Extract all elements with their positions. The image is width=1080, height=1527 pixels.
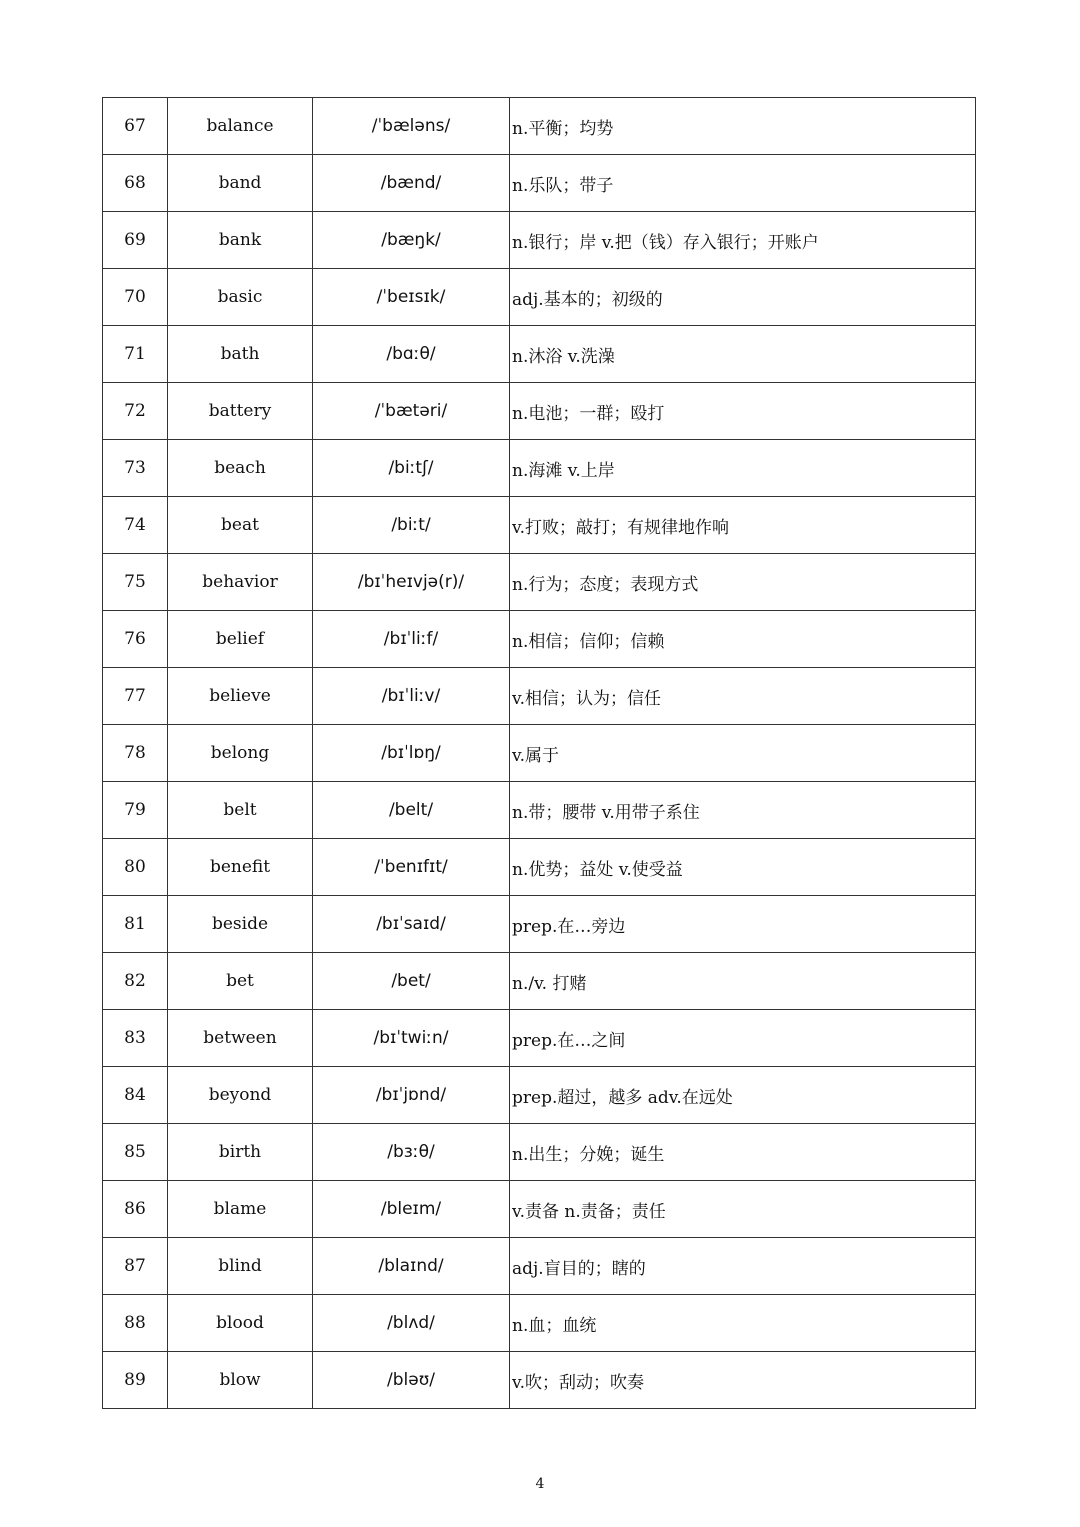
row-number: 82 [103, 953, 168, 1010]
row-number: 74 [103, 497, 168, 554]
phonetic-transcription: /bet/ [313, 953, 510, 1010]
word-definition: v.责备 n.责备；责任 [510, 1181, 976, 1238]
word-definition: v.打败；敲打；有规律地作响 [510, 497, 976, 554]
row-number: 73 [103, 440, 168, 497]
table-row [103, 1181, 976, 1238]
vocab-word: birth [168, 1124, 313, 1181]
phonetic-transcription: /ˈbæləns/ [313, 98, 510, 155]
vocab-word: bet [168, 953, 313, 1010]
phonetic-transcription: /biːt/ [313, 497, 510, 554]
row-number: 79 [103, 782, 168, 839]
word-definition: n.血；血统 [510, 1295, 976, 1352]
word-definition: prep.在…之间 [510, 1010, 976, 1067]
vocab-word: blow [168, 1352, 313, 1409]
table-row [103, 1352, 976, 1409]
word-definition: prep.超过，越多 adv.在远处 [510, 1067, 976, 1124]
phonetic-transcription: /ˈbætəri/ [313, 383, 510, 440]
word-definition: adj.盲目的；瞎的 [510, 1238, 976, 1295]
vocab-word: bath [168, 326, 313, 383]
word-definition: n.乐队；带子 [510, 155, 976, 212]
table-row [103, 554, 976, 611]
table-row [103, 668, 976, 725]
phonetic-transcription: /blaɪnd/ [313, 1238, 510, 1295]
row-number: 69 [103, 212, 168, 269]
phonetic-transcription: /ˈbeɪsɪk/ [313, 269, 510, 326]
vocab-word: beside [168, 896, 313, 953]
phonetic-transcription: /bɪˈheɪvjə(r)/ [313, 554, 510, 611]
phonetic-transcription: /belt/ [313, 782, 510, 839]
table-row [103, 383, 976, 440]
phonetic-transcription: /bleɪm/ [313, 1181, 510, 1238]
row-number: 84 [103, 1067, 168, 1124]
word-definition: n.沐浴 v.洗澡 [510, 326, 976, 383]
phonetic-transcription: /bɪˈliːv/ [313, 668, 510, 725]
phonetic-transcription: /bænd/ [313, 155, 510, 212]
word-definition: n.出生；分娩；诞生 [510, 1124, 976, 1181]
vocab-word: battery [168, 383, 313, 440]
vocab-word: blind [168, 1238, 313, 1295]
row-number: 88 [103, 1295, 168, 1352]
phonetic-transcription: /bɜːθ/ [313, 1124, 510, 1181]
word-definition: v.属于 [510, 725, 976, 782]
vocab-word: beat [168, 497, 313, 554]
page-number: 4 [535, 1476, 545, 1492]
phonetic-transcription: /bɪˈtwiːn/ [313, 1010, 510, 1067]
word-definition: v.相信；认为；信任 [510, 668, 976, 725]
phonetic-transcription: /bɪˈlɒŋ/ [313, 725, 510, 782]
vocab-word: band [168, 155, 313, 212]
table-row [103, 839, 976, 896]
vocab-word: belief [168, 611, 313, 668]
vocab-word: beach [168, 440, 313, 497]
vocab-word: bank [168, 212, 313, 269]
table-row [103, 953, 976, 1010]
table-row [103, 896, 976, 953]
word-definition: prep.在…旁边 [510, 896, 976, 953]
vocab-word: blame [168, 1181, 313, 1238]
word-definition: n.带；腰带 v.用带子系住 [510, 782, 976, 839]
table-row [103, 269, 976, 326]
phonetic-transcription: /bɪˈliːf/ [313, 611, 510, 668]
phonetic-transcription: /blʌd/ [313, 1295, 510, 1352]
vocab-word: between [168, 1010, 313, 1067]
table-row [103, 725, 976, 782]
phonetic-transcription: /bɑːθ/ [313, 326, 510, 383]
row-number: 75 [103, 554, 168, 611]
row-number: 71 [103, 326, 168, 383]
table-row [103, 1238, 976, 1295]
table-row [103, 1295, 976, 1352]
table-row [103, 1067, 976, 1124]
word-definition: n.海滩 v.上岸 [510, 440, 976, 497]
row-number: 81 [103, 896, 168, 953]
row-number: 86 [103, 1181, 168, 1238]
row-number: 83 [103, 1010, 168, 1067]
phonetic-transcription: /bɪˈsaɪd/ [313, 896, 510, 953]
row-number: 67 [103, 98, 168, 155]
vocab-word: blood [168, 1295, 313, 1352]
word-definition: n.优势；益处 v.使受益 [510, 839, 976, 896]
word-definition: v.吹；刮动；吹奏 [510, 1352, 976, 1409]
table-row [103, 497, 976, 554]
row-number: 72 [103, 383, 168, 440]
table-row [103, 1010, 976, 1067]
row-number: 85 [103, 1124, 168, 1181]
word-definition: n.相信；信仰；信赖 [510, 611, 976, 668]
word-definition: n.银行；岸 v.把（钱）存入银行；开账户 [510, 212, 976, 269]
vocabulary-table [102, 97, 976, 1409]
table-row [103, 782, 976, 839]
vocab-word: belong [168, 725, 313, 782]
word-definition: n.行为；态度；表现方式 [510, 554, 976, 611]
word-definition: n.电池；一群；殴打 [510, 383, 976, 440]
row-number: 76 [103, 611, 168, 668]
table-row [103, 98, 976, 155]
phonetic-transcription: /bæŋk/ [313, 212, 510, 269]
row-number: 70 [103, 269, 168, 326]
row-number: 78 [103, 725, 168, 782]
table-row [103, 212, 976, 269]
vocab-word: balance [168, 98, 313, 155]
phonetic-transcription: /biːtʃ/ [313, 440, 510, 497]
phonetic-transcription: /bləʊ/ [313, 1352, 510, 1409]
table-row [103, 1124, 976, 1181]
table-row [103, 326, 976, 383]
vocab-word: basic [168, 269, 313, 326]
vocab-word: believe [168, 668, 313, 725]
table-row [103, 611, 976, 668]
row-number: 68 [103, 155, 168, 212]
row-number: 89 [103, 1352, 168, 1409]
row-number: 80 [103, 839, 168, 896]
vocab-word: behavior [168, 554, 313, 611]
vocab-word: belt [168, 782, 313, 839]
word-definition: n./v. 打赌 [510, 953, 976, 1010]
row-number: 87 [103, 1238, 168, 1295]
vocabulary-table-body [103, 98, 976, 1409]
table-row [103, 155, 976, 212]
phonetic-transcription: /ˈbenɪfɪt/ [313, 839, 510, 896]
vocab-word: benefit [168, 839, 313, 896]
phonetic-transcription: /bɪˈjɒnd/ [313, 1067, 510, 1124]
vocab-word: beyond [168, 1067, 313, 1124]
word-definition: n.平衡；均势 [510, 98, 976, 155]
row-number: 77 [103, 668, 168, 725]
word-definition: adj.基本的；初级的 [510, 269, 976, 326]
table-row [103, 440, 976, 497]
